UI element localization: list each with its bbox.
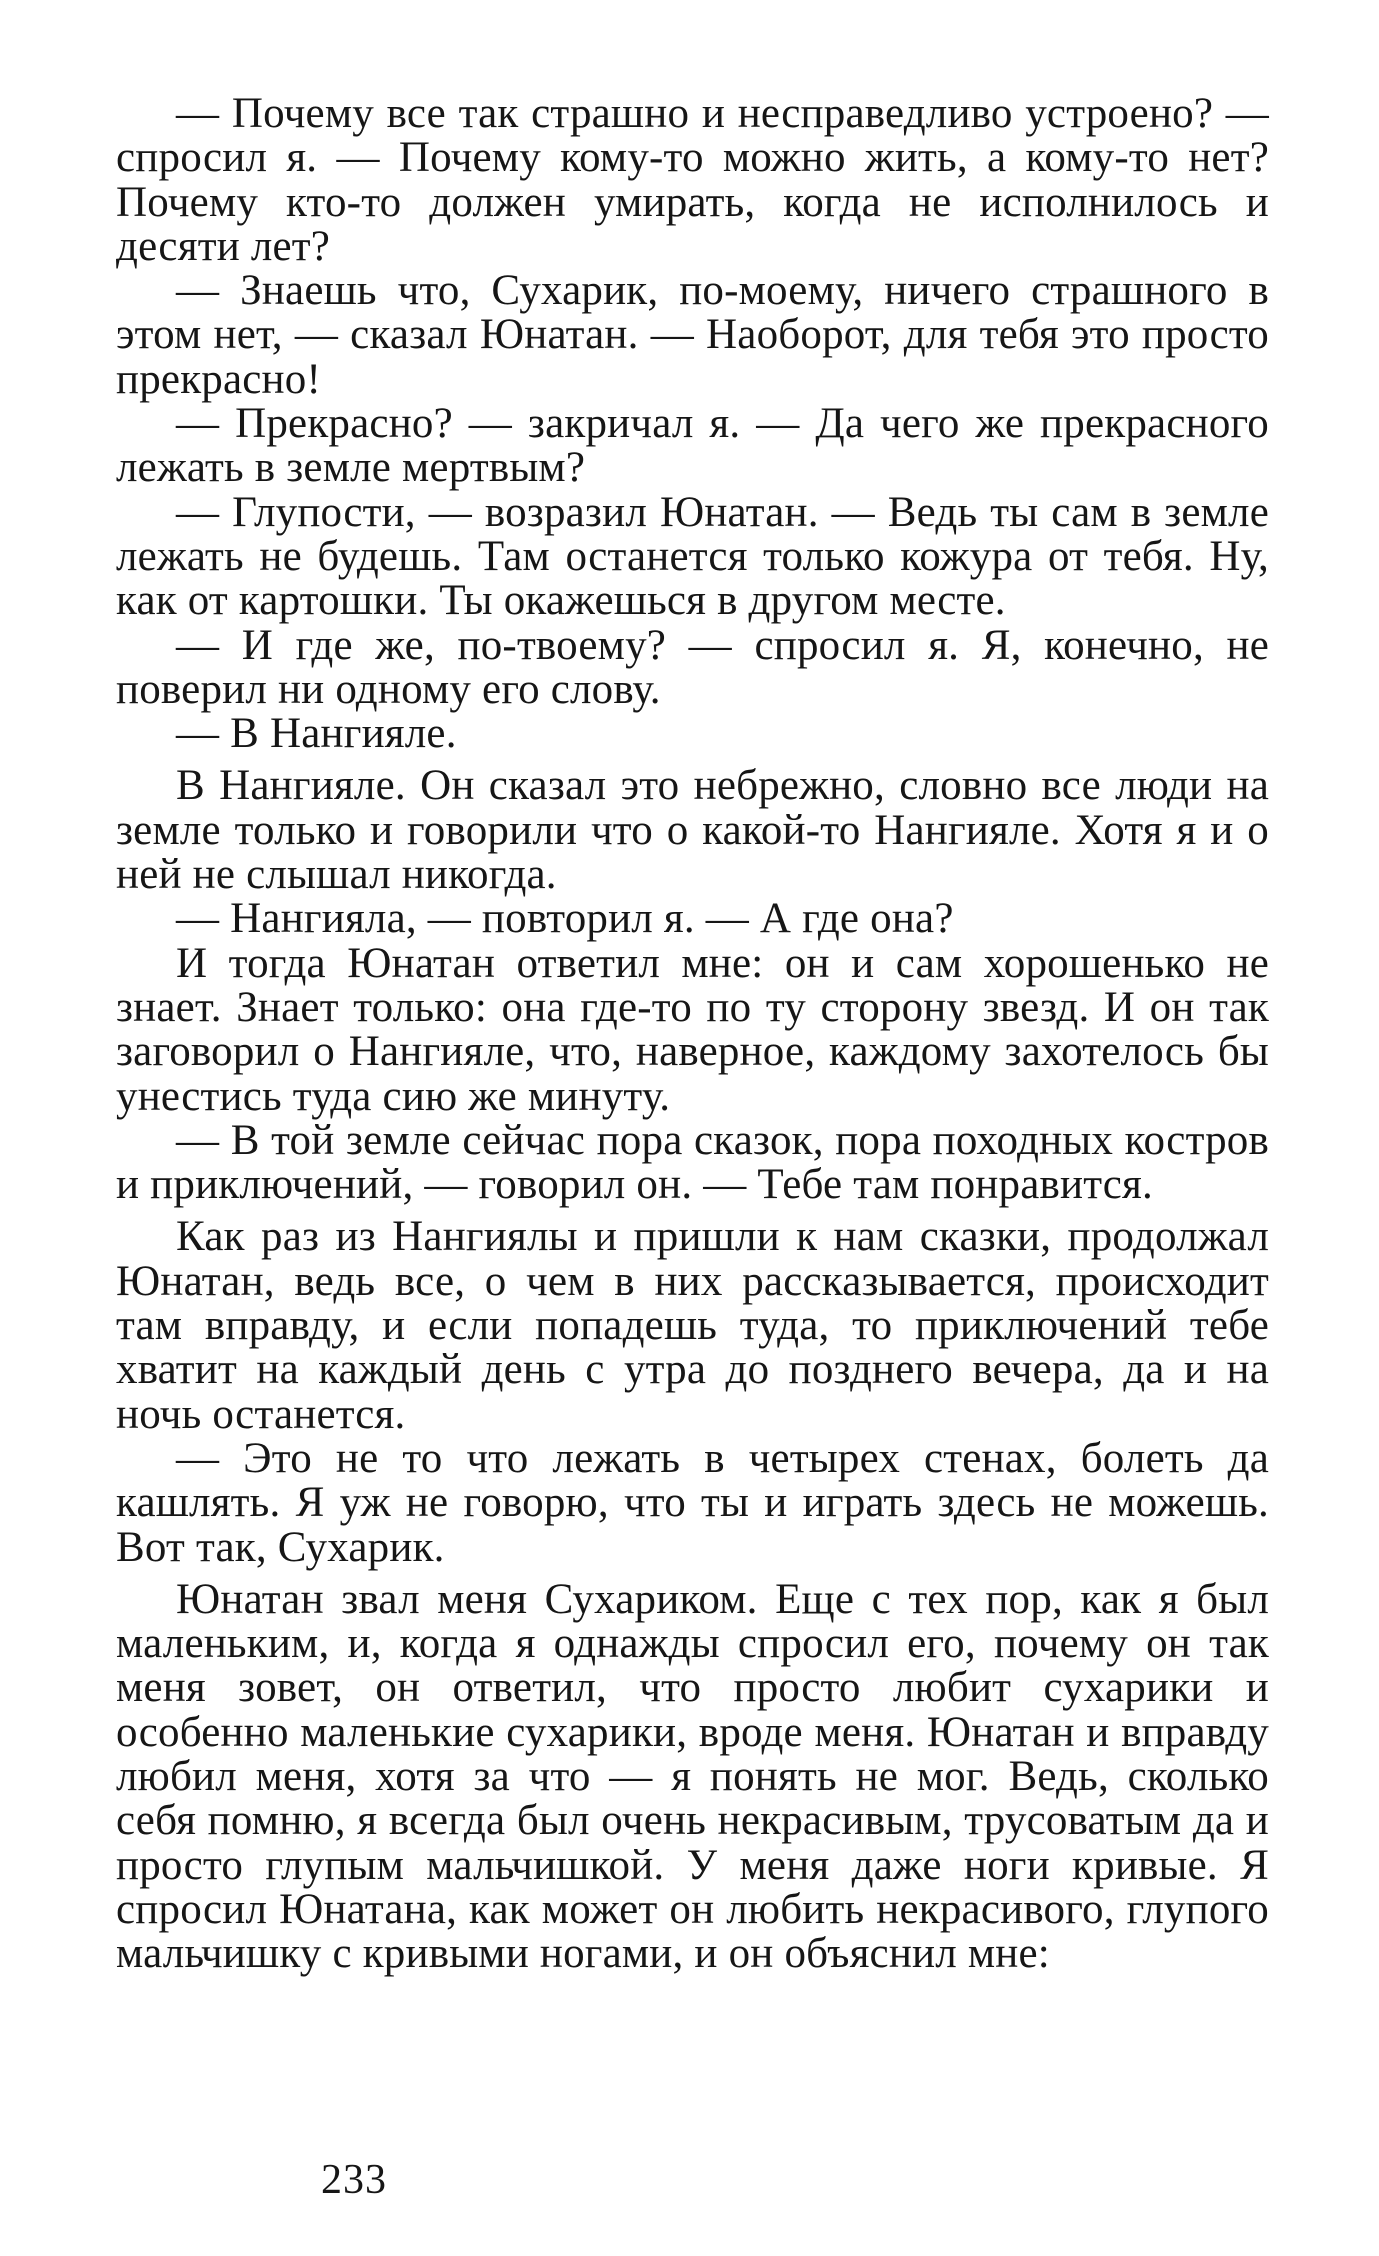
paragraph: — Почему все так страшно и несправедливо устроено? — спросил я. — Почему кому-то можно жить, а кому-то нет? Почему кто-то должен умирать, когда не исполнилось и десяти лет?: [116, 90, 1269, 270]
paragraph: — Прекрасно? — закричал я. — Да чего же прекрасного лежать в земле мертвым?: [116, 400, 1269, 492]
body-text: [116, 92, 1269, 1976]
paragraph: В Нангияле. Он сказал это небрежно, словно все люди на земле только и говорили что о какой-то Нангияле. Хотя я и о ней не слышал никогда.: [116, 762, 1269, 899]
paragraph: — В Нангияле.: [176, 710, 457, 758]
paragraph: — В той земле сейчас пора сказок, пора походных костров и приключений, — говорил он. — Тебе там понравится.: [116, 1116, 1269, 1209]
paragraph: — И где же, по-твоему? — спросил я. Я, конечно, не поверил ни одному его слову.: [116, 621, 1269, 713]
paragraph: И тогда Юнатан ответил мне: он и сам хорошенько не знает. Знает только: она где-то по ту сторону звезд. И он так заговорил о Нангияле, что, наверное, каждому захотелось бы унестись туда сию же минуту.: [116, 939, 1269, 1120]
page-number: 233: [321, 2157, 387, 2203]
paragraph: Юнатан звал меня Сухариком. Еще с тех пор, как я был маленьким, и, когда я однажды спросил его, почему он так меня зовет, он ответил, что просто любит сухарики и особенно маленькие сухарики, вроде меня. Юнатан и вправду любил меня, хотя за что — я понять не мог. Ведь, сколько себя помню, я всегда был очень некрасивым, трусоватым да и просто глупым мальчишкой. У меня даже ноги кривые. Я спросил Юнатана, как может он любить некрасивого, глупого мальчишку с кривыми ногами, и он объяснил мне:: [116, 1575, 1269, 1978]
paragraph: — Нангияла, — повторил я. — А где она?: [176, 895, 954, 943]
paragraph: — Глупости, — возразил Юнатан. — Ведь ты сам в земле лежать не будешь. Там останется только кожура от тебя. Ну, как от картошки. Ты окажешься в другом месте.: [116, 488, 1269, 625]
paragraph: Как раз из Нангиялы и пришли к нам сказки, продолжал Юнатан, ведь все, о чем в них рассказывается, происходит там вправду, и если попадешь туда, то приключений тебе хватит на каждый день с утра до позднего вечера, да и на ночь останется.: [116, 1213, 1269, 1438]
paragraph: — Это не то что лежать в четырех стенах, болеть да кашлять. Я уж не говорю, что ты и играть здесь не можешь. Вот так, Сухарик.: [116, 1434, 1269, 1571]
paragraph: — Знаешь что, Сухарик, по-моему, ничего страшного в этом нет, — сказал Юнатан. — Наоборот, для тебя это просто прекрасно!: [116, 267, 1269, 403]
